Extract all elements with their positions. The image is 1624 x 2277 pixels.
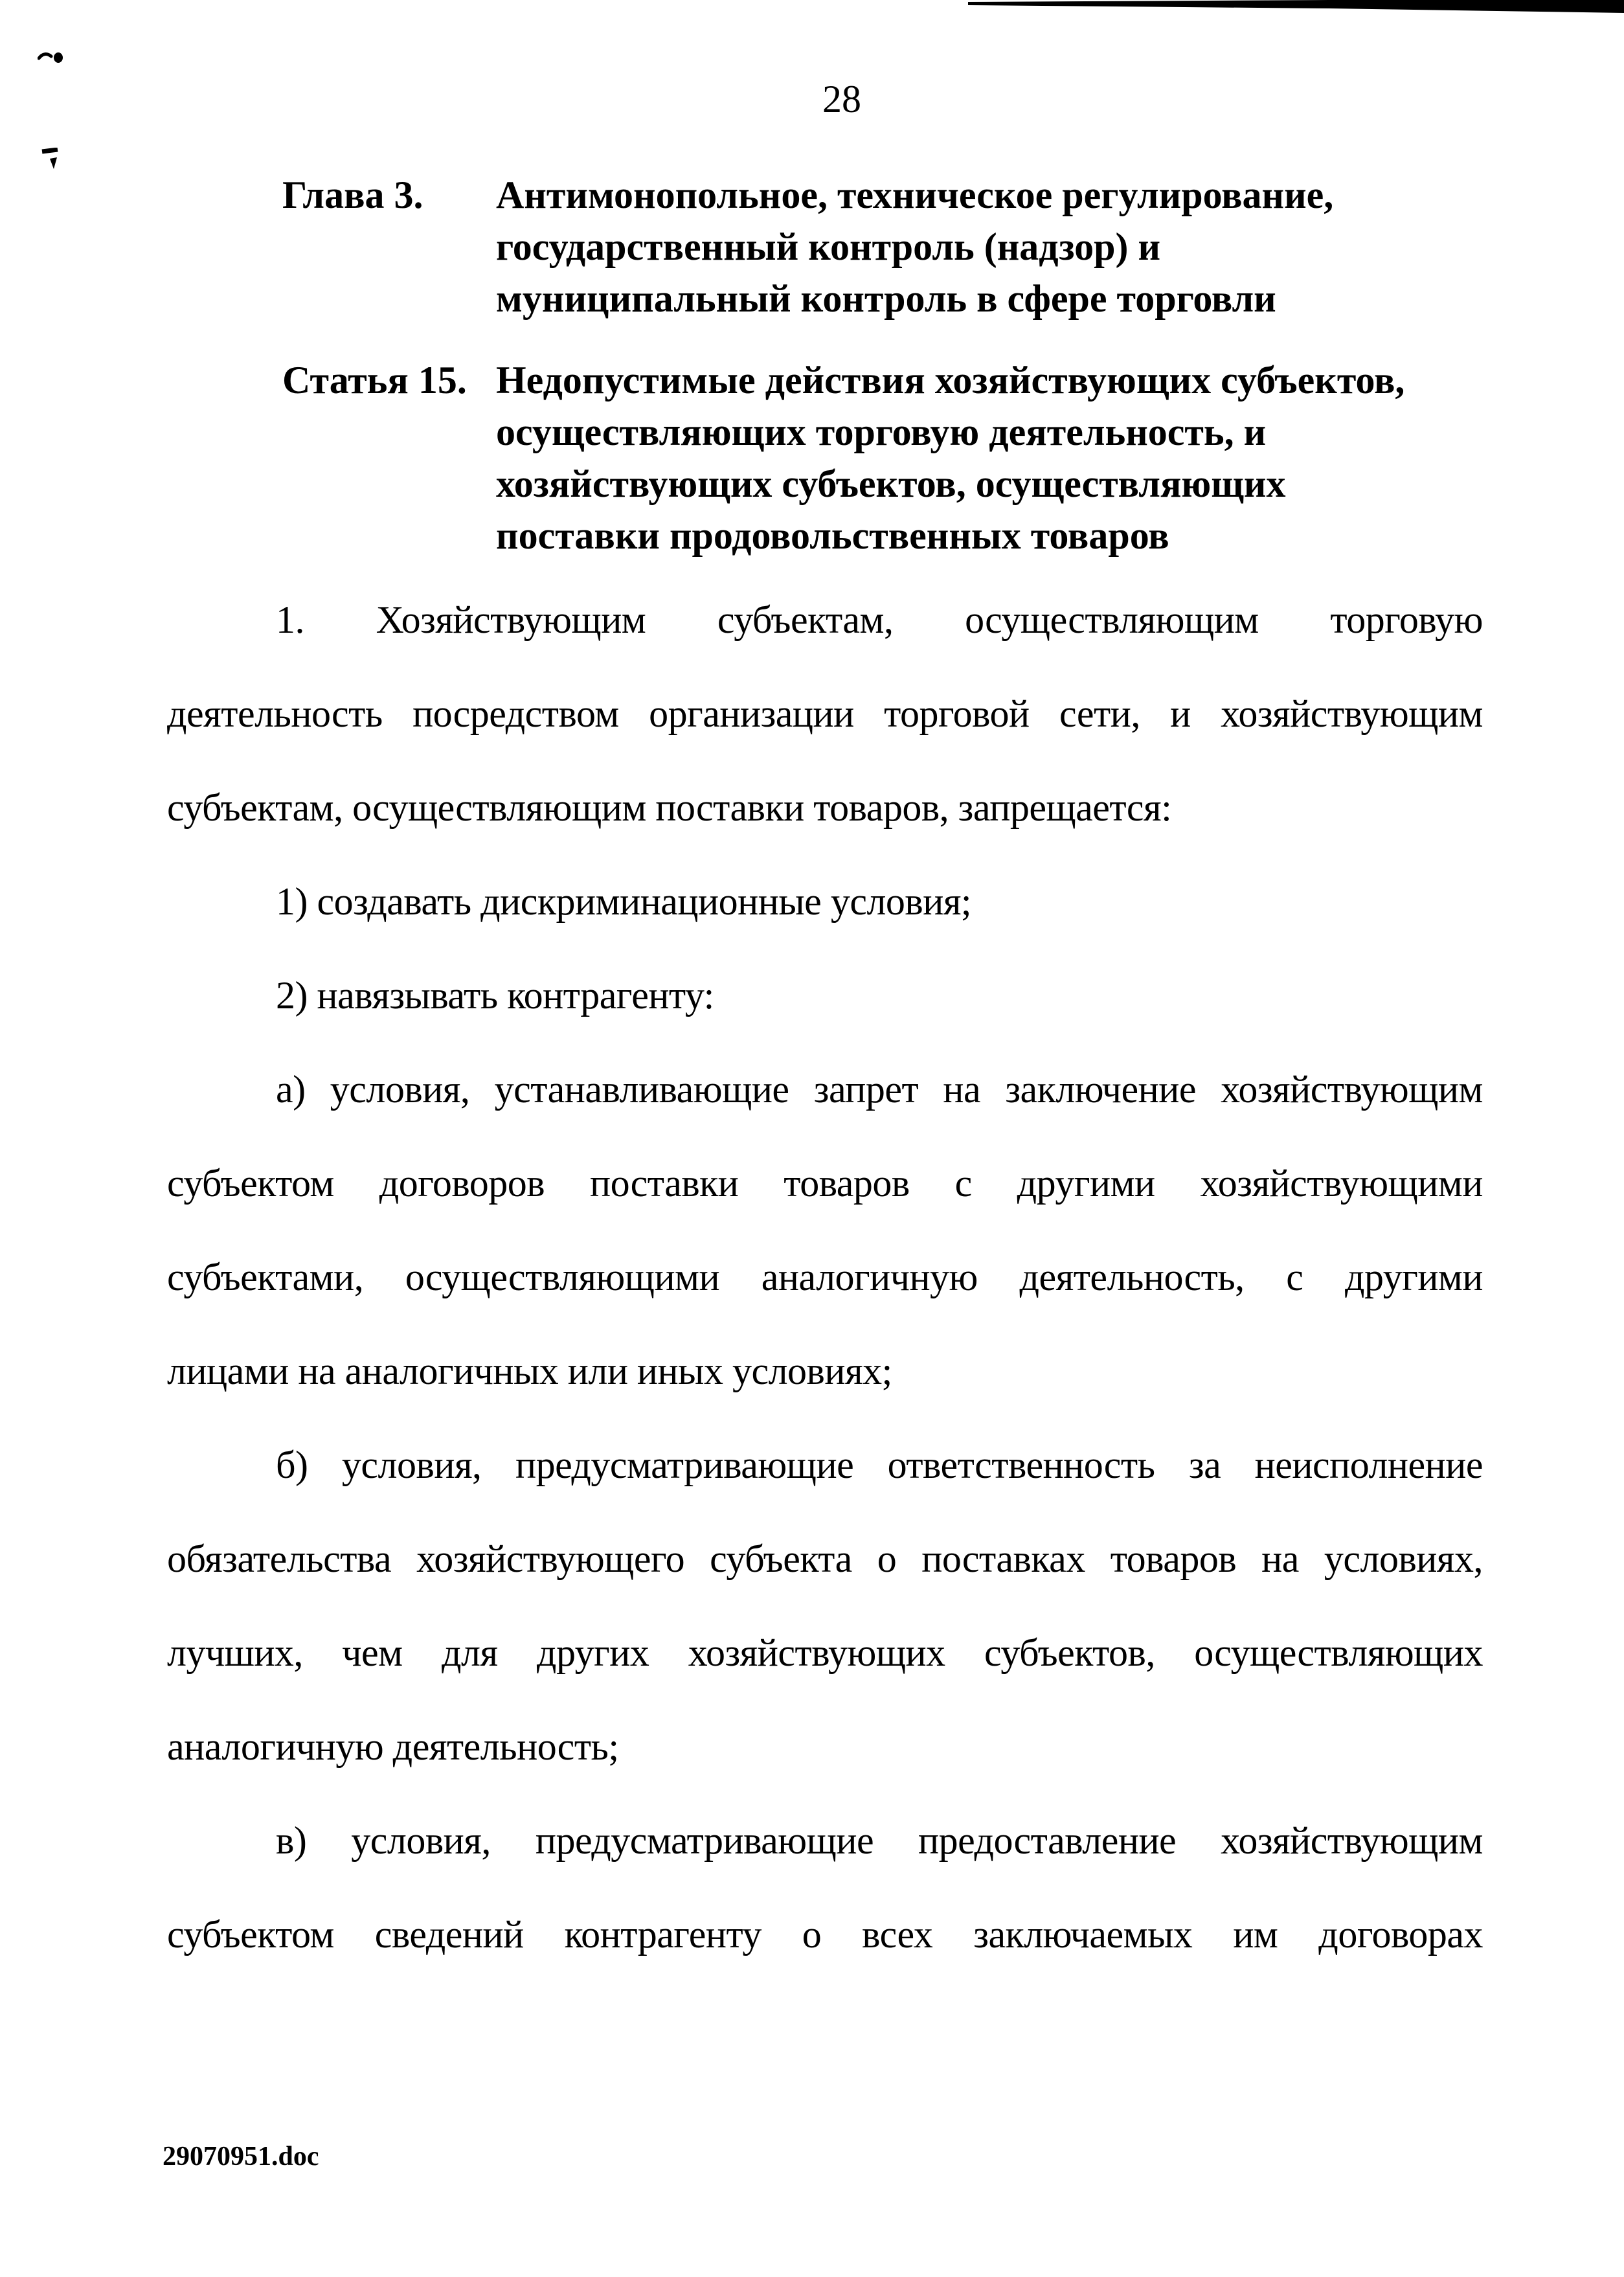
article-heading-text [496,354,1493,561]
body-line: деятельность посредством организации торговой сети, и хозяйствующим [167,692,1483,735]
page-number: 28 [822,78,861,120]
body-line: 1) создавать дискриминационные условия; [276,880,972,923]
body-line: субъектом сведений контрагенту о всех заключаемых им договорах [167,1913,1483,1956]
body-line: лучших, чем для других хозяйствующих субъектов, осуществляющих [167,1631,1483,1674]
article-heading-line: осуществляющих торговую деятельность, и [496,411,1267,453]
chapter-heading-text [496,169,1493,324]
ink-squiggle-mark-icon [38,48,66,66]
body-line: лицами на аналогичных или иных условиях; [167,1350,892,1392]
article-heading-line: Недопустимые действия хозяйствующих субъектов, [496,359,1405,402]
chapter-heading-line: муниципальный контроль в сфере торговли [496,277,1276,320]
body-line: субъектам, осуществляющим поставки товаров, запрещается: [167,786,1172,829]
article-body-text [167,573,1483,1982]
body-line: субъектами, осуществляющими аналогичную деятельность, с другими [167,1256,1483,1298]
article-heading [282,354,1493,561]
chapter-heading-line: Антимонопольное, техническое регулирование, [496,174,1334,216]
ink-dash-tick-mark-icon [40,148,62,171]
body-line: 1. Хозяйствующим субъектам, осуществляющим торговую [276,598,1483,641]
chapter-heading-label: Глава 3. [282,174,423,216]
chapter-heading [282,169,1493,324]
body-line: 2) навязывать контрагенту: [276,974,714,1017]
article-heading-line: хозяйствующих субъектов, осуществляющих [496,462,1286,505]
body-line: обязательства хозяйствующего субъекта о поставках товаров на условиях, [167,1537,1483,1580]
scan-streak-artifact [968,0,1624,14]
article-heading-line: поставки продовольственных товаров [496,514,1169,557]
footer-filename: 29070951.doc [163,2142,319,2171]
body-line: аналогичную деятельность; [167,1725,619,1768]
body-line: б) условия, предусматривающие ответственность за неисполнение [276,1444,1483,1486]
article-heading-label: Статья 15. [282,359,467,402]
body-line: субъектом договоров поставки товаров с другими хозяйствующими [167,1162,1483,1205]
body-line: в) условия, предусматривающие предоставление хозяйствующим [276,1819,1483,1862]
body-line: а) условия, устанавливающие запрет на заключение хозяйствующим [276,1068,1483,1111]
chapter-heading-line: государственный контроль (надзор) и [496,225,1161,268]
